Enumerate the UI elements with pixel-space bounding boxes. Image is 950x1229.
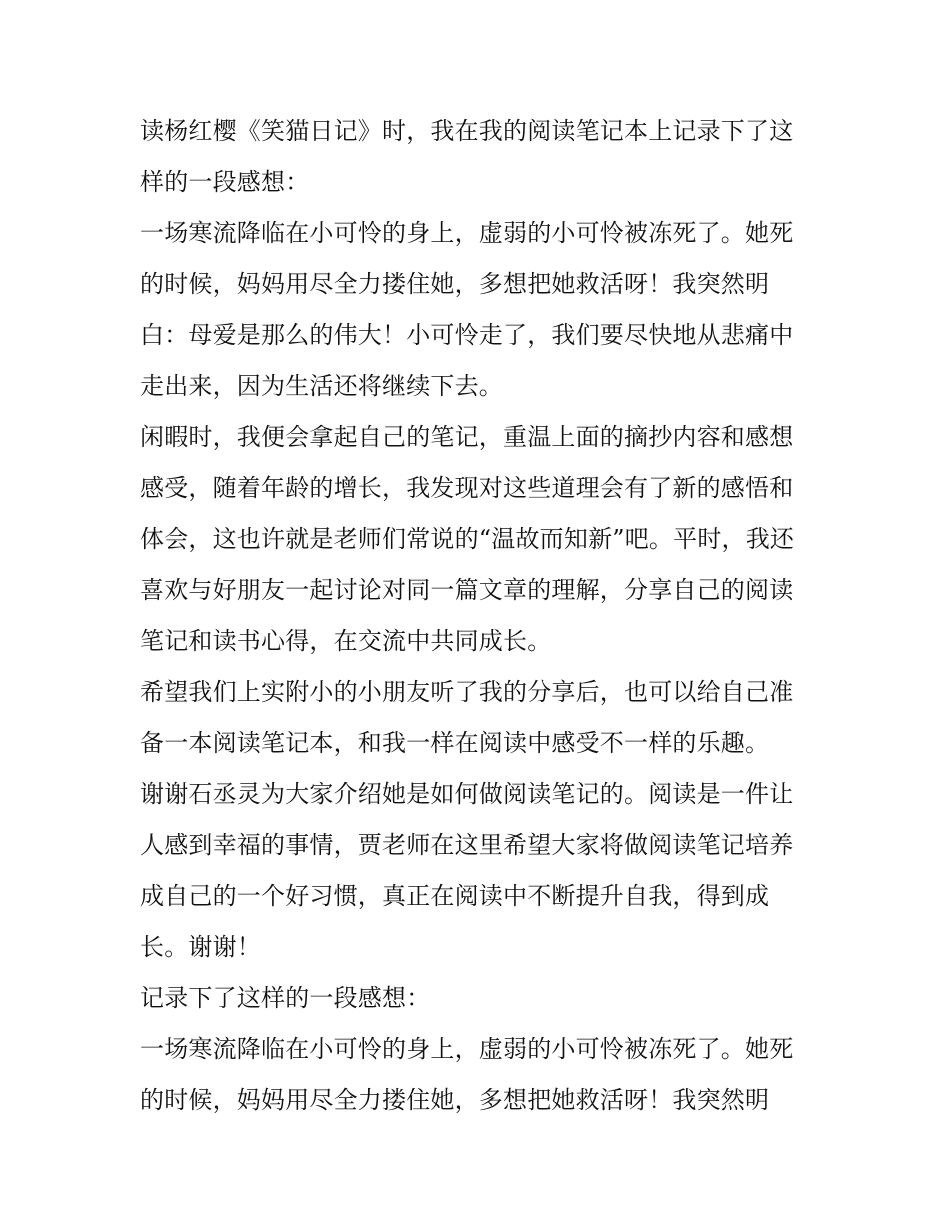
text-line: 谢谢石丞灵为大家介绍她是如何做阅读笔记的。阅读是一件让 <box>140 780 794 808</box>
text-line: 一场寒流降临在小可怜的身上，虚弱的小可怜被冻死了。她死 <box>140 1035 794 1063</box>
text-line: 一场寒流降临在小可怜的身上，虚弱的小可怜被冻死了。她死 <box>140 219 794 247</box>
text-line: 感受，随着年龄的增长，我发现对这些道理会有了新的感悟和 <box>140 474 794 502</box>
text-line: 走出来，因为生活还将继续下去。 <box>140 372 503 400</box>
text-line: 读杨红樱《笑猫日记》时，我在我的阅读笔记本上记录下了这 <box>140 117 794 145</box>
text-line: 成自己的一个好习惯，真正在阅读中不断提升自我，得到成 <box>140 882 770 910</box>
text-line: 希望我们上实附小的小朋友听了我的分享后，也可以给自己准 <box>140 678 794 706</box>
text-line: 人感到幸福的事情，贾老师在这里希望大家将做阅读笔记培养 <box>140 831 794 859</box>
text-line: 备一本阅读笔记本，和我一样在阅读中感受不一样的乐趣。 <box>140 729 770 757</box>
text-line: 记录下了这样的一段感想： <box>140 984 431 1012</box>
text-line: 笔记和读书心得，在交流中共同成长。 <box>140 627 552 655</box>
text-line: 的时候，妈妈用尽全力搂住她，多想把她救活呀！我突然明 <box>140 1086 770 1114</box>
text-line: 长。谢谢！ <box>140 933 261 961</box>
text-line: 体会，这也许就是老师们常说的“温故而知新”吧。平时，我还 <box>140 525 795 553</box>
document-body <box>140 106 820 1126</box>
text-line: 闲暇时，我便会拿起自己的笔记，重温上面的摘抄内容和感想 <box>140 423 794 451</box>
text-line: 的时候，妈妈用尽全力搂住她，多想把她救活呀！我突然明 <box>140 270 770 298</box>
text-line: 样的一段感想： <box>140 168 310 196</box>
text-line: 白：母爱是那么的伟大！小可怜走了，我们要尽快地从悲痛中 <box>140 321 794 349</box>
text-line: 喜欢与好朋友一起讨论对同一篇文章的理解，分享自己的阅读 <box>140 576 794 604</box>
